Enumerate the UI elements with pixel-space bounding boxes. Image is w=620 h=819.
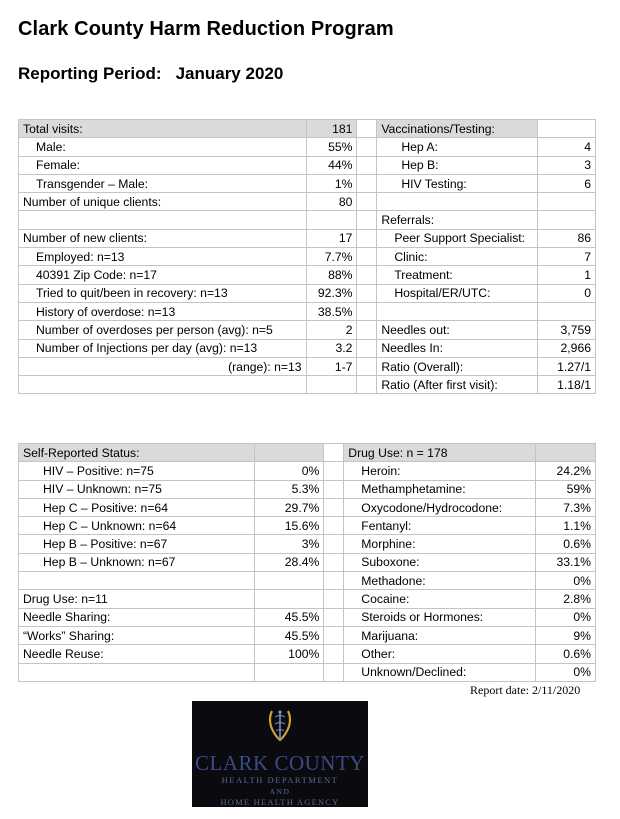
row-value — [538, 211, 596, 229]
row-value — [538, 193, 596, 211]
row-label: Marijuana: — [344, 626, 536, 644]
row-label: Vaccinations/Testing: — [377, 120, 538, 138]
row-label — [19, 376, 307, 394]
row-value: 88% — [306, 266, 357, 284]
row-label: Methamphetamine: — [344, 480, 536, 498]
table-row — [19, 535, 596, 553]
period-label: Reporting Period: — [18, 64, 162, 83]
row-label: Drug Use: n=11 — [19, 590, 255, 608]
visits-summary-table — [18, 119, 596, 394]
table-row — [19, 517, 596, 535]
row-label: (range): n=13 — [19, 357, 307, 375]
row-value: 1% — [306, 174, 357, 192]
row-label — [19, 211, 307, 229]
row-value — [254, 444, 324, 462]
row-label: Needle Reuse: — [19, 645, 255, 663]
row-label: Referrals: — [377, 211, 538, 229]
row-value — [536, 444, 596, 462]
row-value: 29.7% — [254, 498, 324, 516]
row-value: 59% — [536, 480, 596, 498]
row-value: 3 — [538, 156, 596, 174]
table-row — [19, 174, 596, 192]
row-value: 33.1% — [536, 553, 596, 571]
row-value: 86 — [538, 229, 596, 247]
row-value: 181 — [306, 120, 357, 138]
row-label: HIV Testing: — [377, 174, 538, 192]
row-label: “Works” Sharing: — [19, 626, 255, 644]
table-row — [19, 248, 596, 266]
table-row — [19, 663, 596, 681]
table-row — [19, 321, 596, 339]
row-label: Hep C – Unknown: n=64 — [19, 517, 255, 535]
row-value — [254, 590, 324, 608]
row-label: Treatment: — [377, 266, 538, 284]
row-value: 28.4% — [254, 553, 324, 571]
row-label: Hep B: — [377, 156, 538, 174]
row-value: 9% — [536, 626, 596, 644]
row-value: 100% — [254, 645, 324, 663]
row-label: Total visits: — [19, 120, 307, 138]
row-label — [19, 663, 255, 681]
row-value: 3,759 — [538, 321, 596, 339]
row-value: 80 — [306, 193, 357, 211]
row-value: 15.6% — [254, 517, 324, 535]
row-label: HIV – Positive: n=75 — [19, 462, 255, 480]
row-label: Unknown/Declined: — [344, 663, 536, 681]
status-drug-use-table — [18, 443, 596, 682]
report-date: Report date: 2/11/2020 — [470, 683, 581, 697]
row-value: 0% — [536, 572, 596, 590]
row-label: Ratio (After first visit): — [377, 376, 538, 394]
row-label — [377, 302, 538, 320]
row-label: Tried to quit/been in recovery: n=13 — [19, 284, 307, 302]
logo-line-1: CLARK COUNTY — [195, 751, 365, 775]
row-value: 1.18/1 — [538, 376, 596, 394]
row-label — [19, 572, 255, 590]
row-label: 40391 Zip Code: n=17 — [19, 266, 307, 284]
row-value: 17 — [306, 229, 357, 247]
row-label: Needles out: — [377, 321, 538, 339]
row-value: 7 — [538, 248, 596, 266]
row-value — [254, 572, 324, 590]
row-value: 0% — [254, 462, 324, 480]
table-row — [19, 193, 596, 211]
row-label: Hep A: — [377, 138, 538, 156]
row-value — [306, 376, 357, 394]
row-value: 1 — [538, 266, 596, 284]
caduceus-emblem-icon — [266, 707, 294, 743]
row-label: Steroids or Hormones: — [344, 608, 536, 626]
row-label: Morphine: — [344, 535, 536, 553]
row-label: Transgender – Male: — [19, 174, 307, 192]
table-row — [19, 462, 596, 480]
row-label: Number of new clients: — [19, 229, 307, 247]
row-value: 3% — [254, 535, 324, 553]
table-row — [19, 339, 596, 357]
row-value — [306, 211, 357, 229]
reporting-period — [18, 64, 283, 84]
table-row — [19, 138, 596, 156]
row-value: 1-7 — [306, 357, 357, 375]
table-row — [19, 229, 596, 247]
row-label: Fentanyl: — [344, 517, 536, 535]
row-value: 55% — [306, 138, 357, 156]
page-title: Clark County Harm Reduction Program — [18, 18, 394, 40]
logo-line-2: HEALTH DEPARTMENT — [221, 775, 339, 785]
row-value: 3.2 — [306, 339, 357, 357]
row-value: 0% — [536, 663, 596, 681]
row-label: Clinic: — [377, 248, 538, 266]
row-label: Number of unique clients: — [19, 193, 307, 211]
row-label: Oxycodone/Hydrocodone: — [344, 498, 536, 516]
row-label: Other: — [344, 645, 536, 663]
table-row — [19, 590, 596, 608]
table-row — [19, 156, 596, 174]
row-label: Needle Sharing: — [19, 608, 255, 626]
row-value: 2,966 — [538, 339, 596, 357]
row-label: Hep B – Positive: n=67 — [19, 535, 255, 553]
row-value: 0% — [536, 608, 596, 626]
row-value: 6 — [538, 174, 596, 192]
clark-county-logo — [192, 701, 368, 807]
logo-line-4: HOME HEALTH AGENCY — [220, 797, 340, 807]
table-row — [19, 266, 596, 284]
row-label: Heroin: — [344, 462, 536, 480]
table-row — [19, 626, 596, 644]
row-value: 92.3% — [306, 284, 357, 302]
row-label: Ratio (Overall): — [377, 357, 538, 375]
table-row — [19, 444, 596, 462]
row-label: Methadone: — [344, 572, 536, 590]
table-row — [19, 120, 596, 138]
row-label: Cocaine: — [344, 590, 536, 608]
row-value: 1.27/1 — [538, 357, 596, 375]
table-row — [19, 284, 596, 302]
table-row — [19, 302, 596, 320]
period-value: January 2020 — [175, 64, 284, 83]
row-label: Hospital/ER/UTC: — [377, 284, 538, 302]
row-value: 45.5% — [254, 608, 324, 626]
row-label: Male: — [19, 138, 307, 156]
table-row — [19, 376, 596, 394]
row-value: 5.3% — [254, 480, 324, 498]
row-value: 38.5% — [306, 302, 357, 320]
row-label: HIV – Unknown: n=75 — [19, 480, 255, 498]
table-row — [19, 572, 596, 590]
row-value — [254, 663, 324, 681]
table-row — [19, 608, 596, 626]
row-value: 2 — [306, 321, 357, 339]
logo-line-3: AND — [269, 787, 291, 796]
row-value: 45.5% — [254, 626, 324, 644]
table-row — [19, 211, 596, 229]
row-value: 7.7% — [306, 248, 357, 266]
row-value: 24.2% — [536, 462, 596, 480]
row-value: 44% — [306, 156, 357, 174]
row-label: Suboxone: — [344, 553, 536, 571]
row-value: 0.6% — [536, 535, 596, 553]
table-row — [19, 553, 596, 571]
row-value: 7.3% — [536, 498, 596, 516]
row-label: Hep B – Unknown: n=67 — [19, 553, 255, 571]
table-row — [19, 357, 596, 375]
table-row — [19, 480, 596, 498]
row-label: Self-Reported Status: — [19, 444, 255, 462]
row-label: Hep C – Positive: n=64 — [19, 498, 255, 516]
row-label: History of overdose: n=13 — [19, 302, 307, 320]
row-label: Number of overdoses per person (avg): n=5 — [19, 321, 307, 339]
row-label — [377, 193, 538, 211]
table-row — [19, 498, 596, 516]
table-row — [19, 645, 596, 663]
row-value: 2.8% — [536, 590, 596, 608]
row-value: 4 — [538, 138, 596, 156]
row-value: 0.6% — [536, 645, 596, 663]
row-label: Peer Support Specialist: — [377, 229, 538, 247]
row-label: Employed: n=13 — [19, 248, 307, 266]
row-value: 1.1% — [536, 517, 596, 535]
row-value — [538, 302, 596, 320]
row-value — [538, 120, 596, 138]
row-label: Needles In: — [377, 339, 538, 357]
row-label: Female: — [19, 156, 307, 174]
row-label: Drug Use: n = 178 — [344, 444, 536, 462]
row-label: Number of Injections per day (avg): n=13 — [19, 339, 307, 357]
row-value: 0 — [538, 284, 596, 302]
